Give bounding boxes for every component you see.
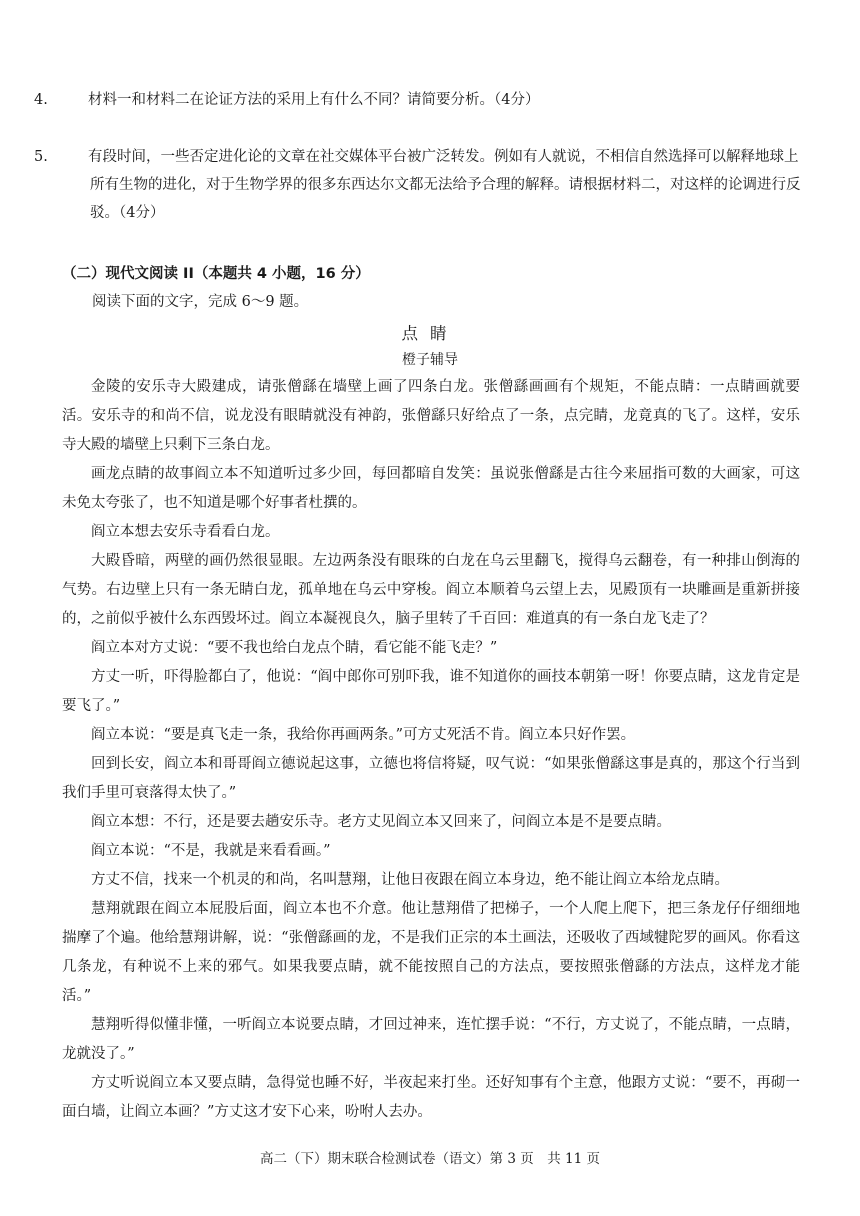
article-paragraph: 方丈不信，找来一个机灵的和尚，名叫慧翔，让他日夜跟在阎立本身边，绝不能让阎立本给龙点睛。 <box>91 872 729 888</box>
article-paragraph: 画龙点睛的故事阎立本不知道听过多少回，每回都暗自发笑：虽说张僧繇是古往今来屈指可数的大画家，可这未免太夸张了，也不知道是哪个好事者杜撰的。 <box>62 466 800 511</box>
article-paragraph: 阎立本想：不行，还是要去趟安乐寺。老方丈见阎立本又回来了，问阎立本是不是要点睛。 <box>91 814 671 830</box>
article-author: 橙子辅导 <box>402 352 458 368</box>
article-paragraph: 慧翔听得似懂非懂，一听阎立本说要点睛，才回过神来，连忙摆手说：“不行，方丈说了，不能点睛，一点睛，龙就没了。” <box>62 1017 800 1062</box>
article-body <box>62 373 800 1127</box>
question-text: 材料一和材料二在论证方法的采用上有什么不同？请简要分析。（4分） <box>88 92 540 108</box>
article-paragraph: 阎立本想去安乐寺看看白龙。 <box>91 524 280 540</box>
article-paragraph: 方丈一听，吓得脸都白了，他说：“阎中郎你可别吓我，谁不知道你的画技本朝第一呀！你要点睛，这龙肯定是要飞了。” <box>62 669 800 714</box>
section-instruction: 阅读下面的文字，完成 6～9 题。 <box>92 294 309 310</box>
question-4 <box>34 86 802 114</box>
article-paragraph: 方丈听说阎立本又要点睛，急得觉也睡不好，半夜起来打坐。还好知事有个主意，他跟方丈说：“要不，再砌一面白墙，让阎立本画？”方丈这才安下心来，吩咐人去办。 <box>62 1075 800 1120</box>
article-paragraph: 阎立本说：“要是真飞走一条，我给你再画两条。”可方丈死活不肯。阎立本只好作罢。 <box>91 727 636 743</box>
article-paragraph: 阎立本对方丈说：“要不我也给白龙点个睛，看它能不能飞走？” <box>91 640 498 656</box>
question-text: 有段时间，一些否定进化论的文章在社交媒体平台被广泛转发。例如有人就说，不相信自然选择可以解释地球上所有生物的进化，对于生物学界的很多东西达尔文都无法给予合理的解释。请根据材料二，对这样的论调进行反驳。（4分） <box>88 149 801 221</box>
question-number: 4. <box>34 92 48 108</box>
question-number: 5. <box>34 149 48 165</box>
article-paragraph: 金陵的安乐寺大殿建成，请张僧繇在墙壁上画了四条白龙。张僧繇画画有个规矩，不能点睛：一点睛画就要活。安乐寺的和尚不信，说龙没有眼睛就没有神韵，张僧繇只好给点了一条，点完睛，龙竟真的飞了。这样，安乐寺大殿的墙壁上只剩下三条白龙。 <box>62 379 800 453</box>
article-title: 点睛 <box>401 324 459 343</box>
article-paragraph: 回到长安，阎立本和哥哥阎立德说起这事，立德也将信将疑，叹气说：“如果张僧繇这事是真的，那这个行当到我们手里可衰落得太快了。” <box>62 756 800 801</box>
section-heading: （二）现代文阅读 II（本题共 4 小题，16 分） <box>62 266 370 282</box>
article-paragraph: 慧翔就跟在阎立本屁股后面，阎立本也不介意。他让慧翔借了把梯子，一个人爬上爬下，把三条龙仔仔细细地揣摩了个遍。他给慧翔讲解，说：“张僧繇画的龙，不是我们正宗的本土画法，还吸收了西域犍陀罗的画风。你看这几条龙，有种说不上来的邪气。如果我要点睛，就不能按照自己的方法点，要按照张僧繇的方法点，这样龙才能活。” <box>62 901 800 1004</box>
article-paragraph: 大殿昏暗，两壁的画仍然很显眼。左边两条没有眼珠的白龙在乌云里翻飞，搅得乌云翻卷，有一种排山倒海的气势。右边壁上只有一条无睛白龙，孤单地在乌云中穿梭。阎立本顺着乌云望上去，见殿顶有一块雕画是重新拼接的，之前似乎被什么东西毁坏过。阎立本凝视良久，脑子里转了千百回：难道真的有一条白龙飞走了？ <box>62 553 800 627</box>
question-5 <box>34 143 802 227</box>
article-paragraph: 阎立本说：“不是，我就是来看看画。” <box>91 843 331 859</box>
page-footer: 高二（下）期末联合检测试卷（语文）第 3 页 共 11 页 <box>260 1151 600 1167</box>
